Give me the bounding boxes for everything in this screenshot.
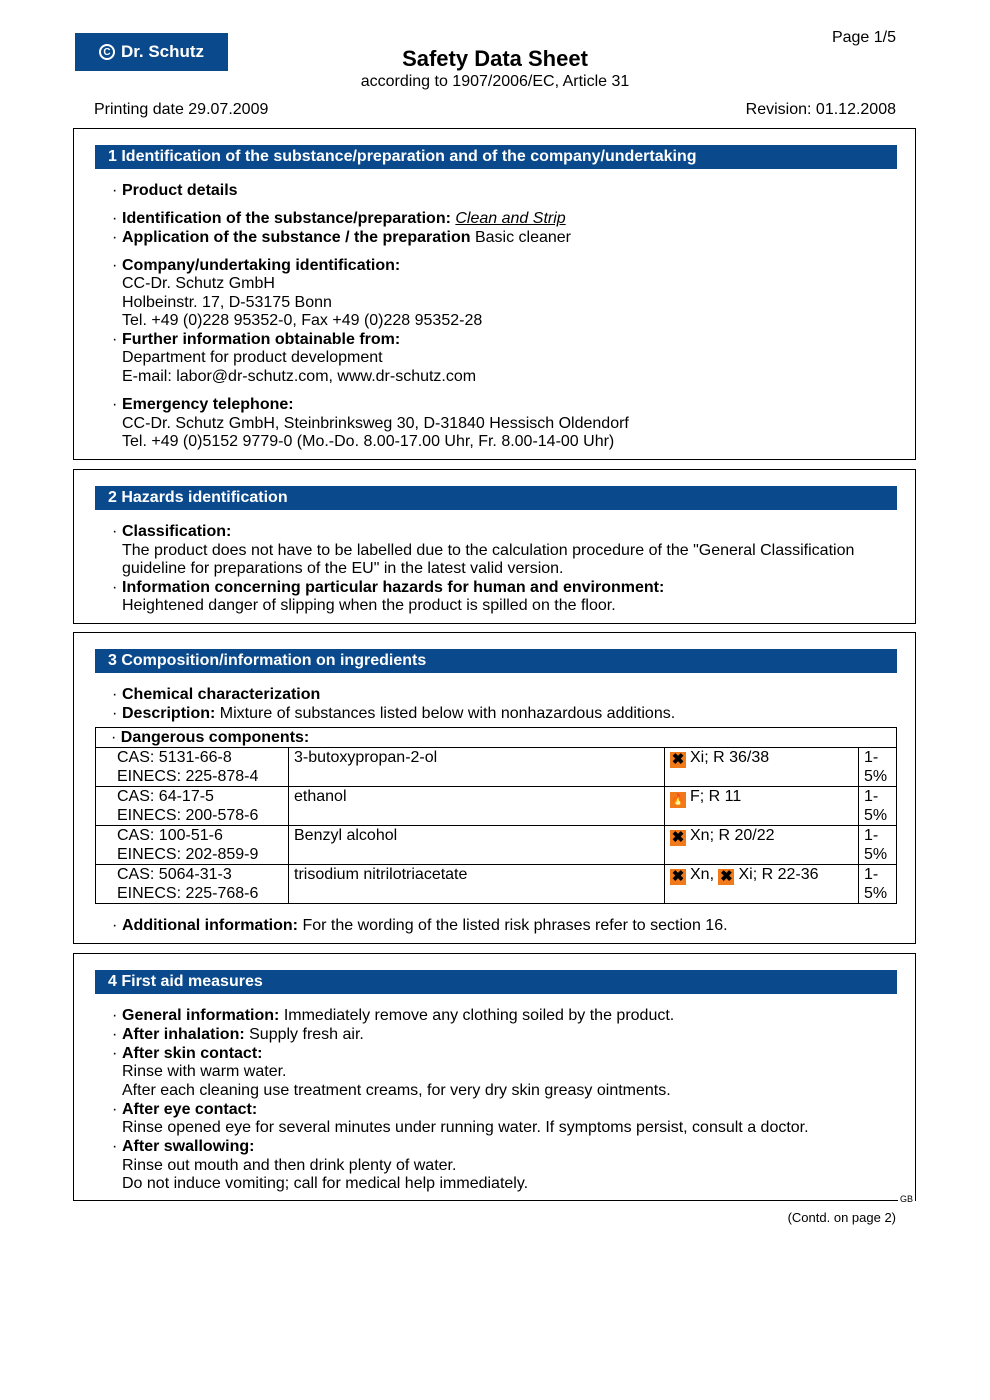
chemical-characterization-label: Chemical characterization xyxy=(122,686,321,703)
continued-note: (Contd. on page 2) xyxy=(787,1210,896,1225)
country-code: GB xyxy=(899,1194,913,1204)
skin-contact-line: After each cleaning use treatment creams, for very dry skin greasy ointments. xyxy=(122,1082,671,1099)
further-info-line: E-mail: labor@dr-schutz.com, www.dr-schutz.com xyxy=(122,368,477,385)
classification-line: guideline for preparations of the EU" in the latest valid version. xyxy=(122,560,564,577)
harmful-x-icon: ✖ xyxy=(671,868,685,885)
company-line: Holbeinstr. 17, D-53175 Bonn xyxy=(122,294,332,311)
identification-line: Identification of the substance/preparation: Clean and Strip xyxy=(122,210,566,227)
additional-info-line: Additional information: For the wording of the listed risk phrases refer to section 16. xyxy=(122,917,728,934)
section-hazards: 2 Hazards identification · Classification: The product does not have to be labelled due to the calculation procedure of the "General Classification guideline for preparations of the EU" in the latest valid version. · Information concerning particular hazards for human and environment: Heightened danger of slipping when the product is spilled on the floor. xyxy=(73,469,916,624)
description-line: Description: Mixture of substances listed below with nonhazardous additions. xyxy=(122,705,676,722)
skin-contact-label: After skin contact: xyxy=(122,1045,263,1062)
hazard-info-line: Heightened danger of slipping when the product is spilled on the floor. xyxy=(122,597,616,614)
table-row: CAS: 100-51-6 EINECS: 202-859-9 Benzyl alcohol ✖ Xn; R 20/22 1-5% xyxy=(96,826,897,865)
classification-line: The product does not have to be labelled due to the calculation procedure of the "General Classification xyxy=(122,542,855,559)
table-row: CAS: 5131-66-8 EINECS: 225-878-4 3-butoxypropan-2-ol ✖ Xi; R 36/38 1-5% xyxy=(96,748,897,787)
printing-date: Printing date 29.07.2009 xyxy=(94,101,269,118)
swallowing-label: After swallowing: xyxy=(122,1138,255,1155)
hazard-info-label: Information concerning particular hazards for human and environment: xyxy=(122,579,665,596)
section-heading: 3 Composition/information on ingredients xyxy=(95,649,897,673)
table-row: CAS: 64-17-5 EINECS: 200-578-6 ethanol 🔥 F; R 11 1-5% xyxy=(96,787,897,826)
product-name: Clean and Strip xyxy=(455,210,566,227)
section-heading: 4 First aid measures xyxy=(95,970,897,994)
company-line: Tel. +49 (0)228 95352-0, Fax +49 (0)228 95352-28 xyxy=(122,312,483,329)
document-title: Safety Data Sheet xyxy=(402,46,588,71)
product-details-label: Product details xyxy=(122,182,238,199)
harmful-x-icon: ✖ xyxy=(671,751,685,768)
document-subtitle: according to 1907/2006/EC, Article 31 xyxy=(360,73,630,90)
inhalation-line: After inhalation: Supply fresh air. xyxy=(122,1026,364,1043)
flame-icon: 🔥 xyxy=(671,794,685,806)
table-header: · Dangerous components: xyxy=(96,728,897,748)
table-row: CAS: 5064-31-3 EINECS: 225-768-6 trisodium nitrilotriacetate ✖ Xn, ✖ Xi; R 22-36 1-5% xyxy=(96,865,897,904)
footer-divider xyxy=(73,1200,916,1201)
eye-contact-line: Rinse opened eye for several minutes under running water. If symptoms persist, consult a doctor. xyxy=(122,1119,809,1136)
emergency-line: CC-Dr. Schutz GmbH, Steinbrinksweg 30, D-31840 Hessisch Oldendorf xyxy=(122,415,629,432)
revision-date: Revision: 01.12.2008 xyxy=(745,101,896,118)
section-heading: 1 Identification of the substance/preparation and of the company/undertaking xyxy=(95,145,897,169)
swallowing-line: Rinse out mouth and then drink plenty of water. xyxy=(122,1157,457,1174)
logo-text: Dr. Schutz xyxy=(120,42,205,61)
components-table xyxy=(95,727,897,904)
classification-label: Classification: xyxy=(122,523,232,540)
company-label: Company/undertaking identification: xyxy=(122,257,401,274)
swallowing-line: Do not induce vomiting; call for medical help immediately. xyxy=(122,1175,529,1192)
further-info-line: Department for product development xyxy=(122,349,383,366)
page-number: Page 1/5 xyxy=(831,29,896,46)
further-info-label: Further information obtainable from: xyxy=(122,331,401,348)
skin-contact-line: Rinse with warm water. xyxy=(122,1063,287,1080)
section-identification: 1 Identification of the substance/preparation and of the company/undertaking · Product details · Identification of the substance/preparation: Clean and Strip · Application of the substance / the preparation Basic cleaner · Company/undertaking identification: CC-Dr. Schutz GmbH Holbeinstr. 17, D-53175 Bonn Tel. +49 (0)228 95352-0, Fax +49 (0)228 95352-28 · Further information obtainable from: Department for product development E-mail: labor@dr-schutz.com, www.dr-schutz.com · Emergency telephone: CC-Dr. Schutz GmbH, Steinbrinksweg 30, D-31840 Hessisch Oldendorf Tel. +49 (0)5152 9779-0 (Mo.-Do. 8.00-17.00 Uhr, Fr. 8.00-14-00 Uhr) xyxy=(73,128,916,460)
application-line: Application of the substance / the preparation Basic cleaner xyxy=(122,229,571,246)
copyright-c-icon: C xyxy=(99,44,115,60)
company-line: CC-Dr. Schutz GmbH xyxy=(122,275,275,292)
harmful-x-icon: ✖ xyxy=(671,829,685,846)
section-composition: 3 Composition/information on ingredients · Chemical characterization · Description: Mixture of substances listed below with nonhazardous additions. · Dangerous components: CAS: 5131-66-8 EINECS: 225-878-4 3-butoxypropan-2-ol ✖ Xi; R 36/38 1-5% CAS: 64-17-5 EINECS: 200-578-6 ethanol 🔥 F; R 11 1-5% CAS: 100-51-6 EINECS: 202-859-9 Benzyl alcohol ✖ Xn; R 20/22 1-5% CAS: 5064-31-3 EINECS: 225-768-6 trisodium nitrilotriacetate ✖ Xn, ✖ Xi; R 22-36 1-5% · Additional information: For the wording of the listed risk phrases refer to section 16. xyxy=(73,632,916,944)
emergency-label: Emergency telephone: xyxy=(122,396,294,413)
eye-contact-label: After eye contact: xyxy=(122,1101,258,1118)
section-first-aid: 4 First aid measures · General information: Immediately remove any clothing soiled by the product. · After inhalation: Supply fresh air. · After skin contact: Rinse with warm water. After each cleaning use treatment creams, for very dry skin greasy ointments. · After eye contact: Rinse opened eye for several minutes under running water. If symptoms persist, consult a doctor. · After swallowing: Rinse out mouth and then drink plenty of water. Do not induce vomiting; call for medical help immediately. xyxy=(73,953,916,1201)
general-info-line: General information: Immediately remove any clothing soiled by the product. xyxy=(122,1007,675,1024)
irritant-x-icon: ✖ xyxy=(720,868,733,885)
emergency-line: Tel. +49 (0)5152 9779-0 (Mo.-Do. 8.00-17.00 Uhr, Fr. 8.00-14-00 Uhr) xyxy=(122,433,615,450)
section-heading: 2 Hazards identification xyxy=(95,486,897,510)
